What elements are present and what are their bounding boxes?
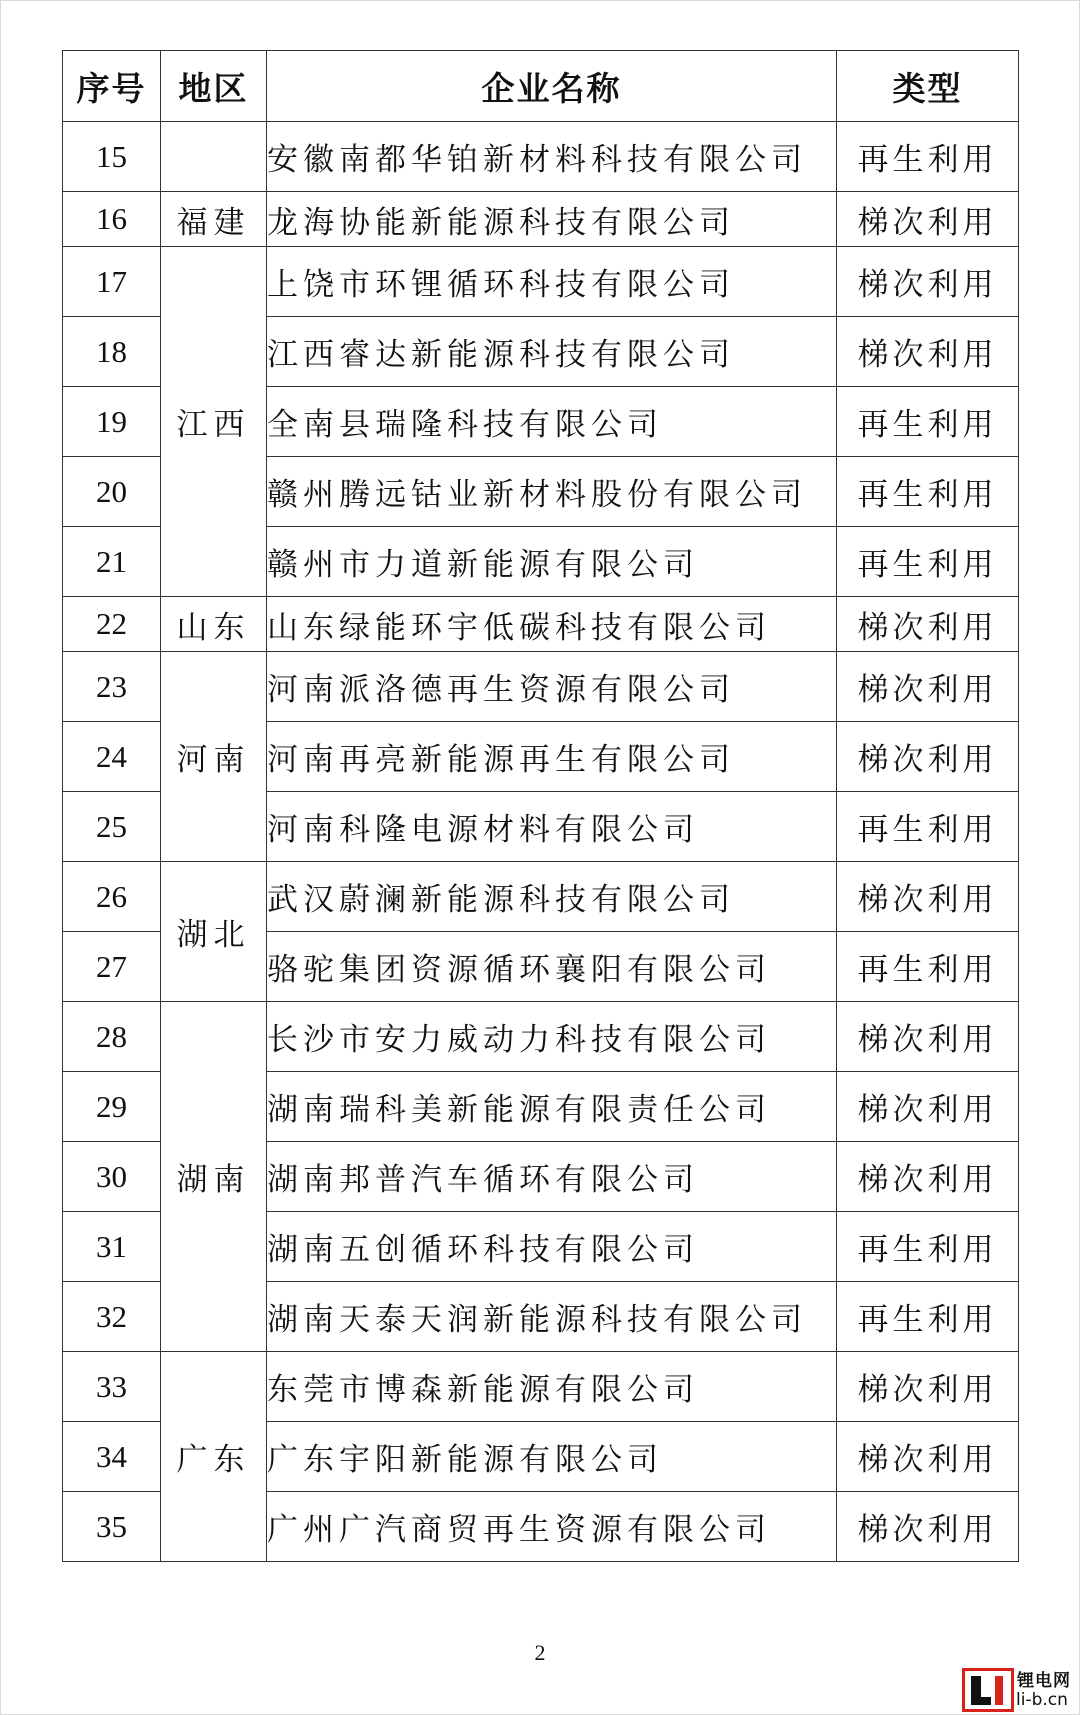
enterprise-table — [62, 50, 1019, 1562]
row-company: 湖南天泰天润新能源科技有限公司 — [267, 1282, 837, 1352]
row-no: 23 — [63, 652, 161, 722]
row-company: 武汉蔚澜新能源科技有限公司 — [267, 862, 837, 932]
row-company: 湖南邦普汽车循环有限公司 — [267, 1142, 837, 1212]
row-company: 广州广汽商贸再生资源有限公司 — [267, 1492, 837, 1562]
row-company: 山东绿能环宇低碳科技有限公司 — [267, 597, 837, 652]
row-company: 赣州腾远钴业新材料股份有限公司 — [267, 457, 837, 527]
table-row — [63, 1002, 1019, 1072]
table-row — [63, 652, 1019, 722]
row-company: 河南派洛德再生资源有限公司 — [267, 652, 837, 722]
row-company: 龙海协能新能源科技有限公司 — [267, 192, 837, 247]
row-no: 21 — [63, 527, 161, 597]
row-company: 东莞市博森新能源有限公司 — [267, 1352, 837, 1422]
header-company: 企业名称 — [267, 51, 837, 122]
row-no: 16 — [63, 192, 161, 247]
row-no: 31 — [63, 1212, 161, 1282]
row-company: 河南科隆电源材料有限公司 — [267, 792, 837, 862]
row-no: 26 — [63, 862, 161, 932]
row-region: 江西 — [161, 247, 267, 597]
table-row — [63, 597, 1019, 652]
row-no: 28 — [63, 1002, 161, 1072]
watermark-domain: li-b.cn — [1016, 1690, 1068, 1710]
row-company: 广东宇阳新能源有限公司 — [267, 1422, 837, 1492]
row-type: 再生利用 — [837, 792, 1019, 862]
row-company: 湖南瑞科美新能源有限责任公司 — [267, 1072, 837, 1142]
row-company: 上饶市环锂循环科技有限公司 — [267, 247, 837, 317]
watermark-title: 锂电网 — [1017, 1671, 1071, 1691]
row-type: 梯次利用 — [837, 317, 1019, 387]
row-no: 27 — [63, 932, 161, 1002]
row-no: 30 — [63, 1142, 161, 1212]
row-region: 湖南 — [161, 1002, 267, 1352]
row-type: 再生利用 — [837, 387, 1019, 457]
row-type: 梯次利用 — [837, 652, 1019, 722]
row-type: 再生利用 — [837, 122, 1019, 192]
row-no: 35 — [63, 1492, 161, 1562]
row-type: 梯次利用 — [837, 1142, 1019, 1212]
row-company: 赣州市力道新能源有限公司 — [267, 527, 837, 597]
row-no: 19 — [63, 387, 161, 457]
row-company: 安徽南都华铂新材料科技有限公司 — [267, 122, 837, 192]
table-row — [63, 247, 1019, 317]
row-region: 广东 — [161, 1352, 267, 1562]
table-row — [63, 122, 1019, 192]
page-number: 2 — [534, 1640, 546, 1665]
row-no: 20 — [63, 457, 161, 527]
row-type: 梯次利用 — [837, 1072, 1019, 1142]
row-type: 梯次利用 — [837, 1352, 1019, 1422]
row-no: 18 — [63, 317, 161, 387]
watermark — [962, 1666, 1080, 1714]
row-type: 梯次利用 — [837, 862, 1019, 932]
row-type: 再生利用 — [837, 527, 1019, 597]
row-no: 15 — [63, 122, 161, 192]
header-type: 类型 — [837, 51, 1019, 122]
row-type: 梯次利用 — [837, 247, 1019, 317]
row-no: 25 — [63, 792, 161, 862]
row-type: 梯次利用 — [837, 192, 1019, 247]
row-type: 再生利用 — [837, 1212, 1019, 1282]
row-type: 梯次利用 — [837, 722, 1019, 792]
header-region: 地区 — [161, 51, 267, 122]
table-row — [63, 862, 1019, 932]
row-no: 32 — [63, 1282, 161, 1352]
row-no: 33 — [63, 1352, 161, 1422]
row-company: 骆驼集团资源循环襄阳有限公司 — [267, 932, 837, 1002]
row-region: 河南 — [161, 652, 267, 862]
row-type: 再生利用 — [837, 457, 1019, 527]
table-row — [63, 1352, 1019, 1422]
row-company: 长沙市安力威动力科技有限公司 — [267, 1002, 837, 1072]
row-no: 24 — [63, 722, 161, 792]
row-region: 福建 — [161, 192, 267, 247]
row-type: 再生利用 — [837, 932, 1019, 1002]
row-company: 江西睿达新能源科技有限公司 — [267, 317, 837, 387]
row-no: 29 — [63, 1072, 161, 1142]
table-row — [63, 192, 1019, 247]
row-type: 梯次利用 — [837, 1422, 1019, 1492]
row-company: 湖南五创循环科技有限公司 — [267, 1212, 837, 1282]
row-no: 22 — [63, 597, 161, 652]
row-no: 17 — [63, 247, 161, 317]
row-type: 梯次利用 — [837, 597, 1019, 652]
row-company: 河南再亮新能源再生有限公司 — [267, 722, 837, 792]
row-region: 山东 — [161, 597, 267, 652]
row-type: 梯次利用 — [837, 1002, 1019, 1072]
table-header-row — [63, 51, 1019, 122]
header-no: 序号 — [63, 51, 161, 122]
row-type: 梯次利用 — [837, 1492, 1019, 1562]
row-type: 再生利用 — [837, 1282, 1019, 1352]
row-no: 34 — [63, 1422, 161, 1492]
watermark-logo-icon — [962, 1668, 1014, 1712]
row-company: 全南县瑞隆科技有限公司 — [267, 387, 837, 457]
row-region: 湖北 — [161, 862, 267, 1002]
row-region — [161, 122, 267, 192]
